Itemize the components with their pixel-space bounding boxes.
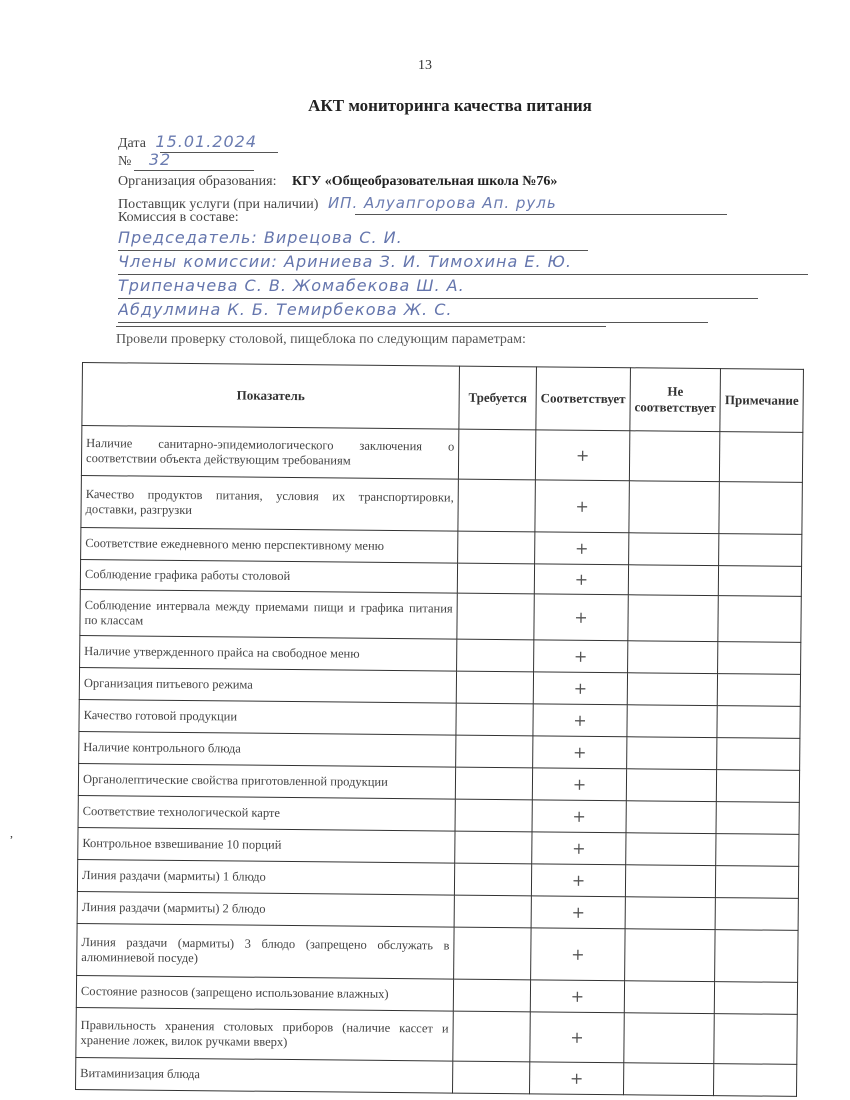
row-required-cell [456,671,533,704]
table-row [77,923,798,982]
commission-line: Председатель: Вирецова С. И. [118,228,588,251]
row-not-complies-cell [627,673,718,706]
date-value: 15.01.2024 [155,132,258,151]
row-required-cell [455,767,532,800]
row-complies-mark: + [533,704,627,737]
row-not-complies-cell [625,897,716,930]
row-not-complies-cell [626,801,717,834]
row-not-complies-cell [628,565,719,596]
number-value: 32 [148,150,172,169]
row-complies-mark: + [534,594,628,641]
commission-line: Члены комиссии: Ариниева З. И. Тимохина Е. Ю. [118,252,808,275]
number-label: № [118,154,132,169]
row-note-cell [717,706,800,739]
table-row [81,426,802,483]
row-note-cell [714,1064,797,1097]
row-note-cell [716,834,799,867]
row-complies-mark: + [530,980,624,1013]
organization-line [118,174,557,190]
row-complies-mark: + [535,532,629,565]
row-complies-mark: + [532,832,626,865]
row-note-cell [719,482,802,535]
commission-end-underline [116,326,606,327]
row-not-complies-cell [623,1063,714,1096]
org-name: КГУ «Общеобразовательная школа №76» [291,174,558,189]
parameters-table [75,362,804,1097]
row-indicator: Линия раздачи (мармиты) 1 блюдо [77,859,454,895]
row-complies-mark: + [531,928,625,981]
row-complies-mark: + [531,896,625,929]
row-not-complies-cell [625,865,716,898]
document-title: АКТ мониторинга качества питания [308,96,592,115]
row-note-cell [715,982,798,1015]
number-underline [134,170,254,171]
row-not-complies-cell [628,595,719,642]
row-note-cell [717,738,800,771]
row-note-cell [718,596,801,643]
row-note-cell [719,566,802,597]
row-indicator: Соответствие технологической карте [78,795,455,831]
header-not-complies: Не соответствует [630,368,721,432]
row-indicator: Линия раздачи (мармиты) 2 блюдо [77,891,454,927]
row-complies-mark: + [535,430,629,481]
commission-line: Абдулмина К. Б. Темирбекова Ж. С. [118,300,708,323]
row-complies-mark: + [530,1062,624,1095]
row-required-cell [453,979,530,1012]
row-indicator: Правильность хранения столовых приборов (наличие кассет и хранение ложек, вилок ручками вверх) [76,1007,454,1061]
row-required-cell [458,429,535,480]
table-row [76,1057,797,1096]
row-indicator: Контрольное взвешивание 10 порций [78,827,455,863]
number-line [118,150,171,170]
row-complies-mark: + [534,564,628,595]
row-complies-mark: + [534,640,628,673]
org-label: Организация образования: [118,174,277,189]
date-underline [160,152,278,153]
row-complies-mark: + [530,1012,624,1063]
row-required-cell [458,531,535,564]
row-indicator: Наличие санитарно-эпидемиологического заключения о соответствии объекта действующим требованиям [81,426,459,480]
row-note-cell [718,642,801,675]
row-not-complies-cell [626,769,717,802]
row-not-complies-cell [624,981,715,1014]
row-indicator: Качество готовой продукции [79,699,456,735]
row-required-cell [457,639,534,672]
table-row [81,475,802,534]
scan-mark: , [10,826,13,840]
row-indicator: Линия раздачи (мармиты) 3 блюдо (запрещено обслужать в алюминиевой посуде) [77,923,455,979]
row-indicator: Соблюдение интервала между приемами пищи и графика питания по классам [80,589,457,639]
row-not-complies-cell [625,929,716,982]
row-complies-mark: + [533,672,627,705]
date-line [118,132,257,152]
row-required-cell [454,895,531,928]
row-not-complies-cell [624,1013,715,1064]
row-not-complies-cell [627,737,718,770]
row-indicator: Органолептические свойства приготовленной продукции [78,763,455,799]
supplier-value: ИП. Алуапгорова Ап. руль [327,194,557,212]
row-note-cell [714,1014,797,1065]
row-note-cell [716,866,799,899]
row-complies-mark: + [535,480,629,533]
commission-label: Комиссия в составе: [118,210,239,225]
row-complies-mark: + [532,800,626,833]
row-complies-mark: + [533,736,627,769]
row-required-cell [456,735,533,768]
row-not-complies-cell [627,641,718,674]
row-required-cell [457,563,534,594]
row-required-cell [456,703,533,736]
table-row [76,1007,797,1064]
row-indicator: Состояние разносов (запрещено использование влажных) [76,975,453,1011]
row-note-cell [716,802,799,835]
row-indicator: Наличие утвержденного прайса на свободное меню [80,635,457,671]
row-required-cell [455,831,532,864]
row-note-cell [720,432,803,483]
table-header-row [82,363,804,433]
row-indicator: Соответствие ежедневного меню перспективному меню [81,527,458,563]
row-note-cell [717,674,800,707]
row-not-complies-cell [627,705,718,738]
row-note-cell [717,770,800,803]
row-not-complies-cell [629,481,720,534]
header-indicator: Показатель [82,363,460,430]
row-required-cell [457,593,534,640]
row-complies-mark: + [531,864,625,897]
row-note-cell [715,930,798,983]
row-required-cell [454,927,531,980]
intro-text: Провели проверку столовой, пищеблока по следующим параметрам: [116,332,526,347]
supplier-label: Поставщик услуги (при наличии) [118,197,319,212]
row-complies-mark: + [532,768,626,801]
row-required-cell [458,479,535,532]
row-note-cell [715,898,798,931]
row-note-cell [719,534,802,567]
row-indicator: Наличие контрольного блюда [79,731,456,767]
page-number: 13 [418,58,432,73]
header-complies: Соответствует [536,367,631,431]
row-indicator: Организация питьевого режима [79,667,456,703]
row-required-cell [454,863,531,896]
commission-line: Трипеначева С. В. Жомабекова Ш. А. [118,276,758,299]
date-label: Дата [118,136,146,151]
row-not-complies-cell [629,533,720,566]
header-note: Примечание [720,369,803,433]
row-required-cell [453,1011,530,1062]
row-not-complies-cell [626,833,717,866]
row-required-cell [453,1061,530,1094]
table-row [80,589,801,642]
header-required: Требуется [459,366,537,430]
row-required-cell [455,799,532,832]
row-indicator: Качество продуктов питания, условия их транспортировки, доставки, разгрузки [81,475,459,531]
row-indicator: Соблюдение графика работы столовой [80,559,457,593]
supplier-underline [355,214,727,215]
row-not-complies-cell [629,431,720,482]
row-indicator: Витаминизация блюда [76,1057,453,1093]
